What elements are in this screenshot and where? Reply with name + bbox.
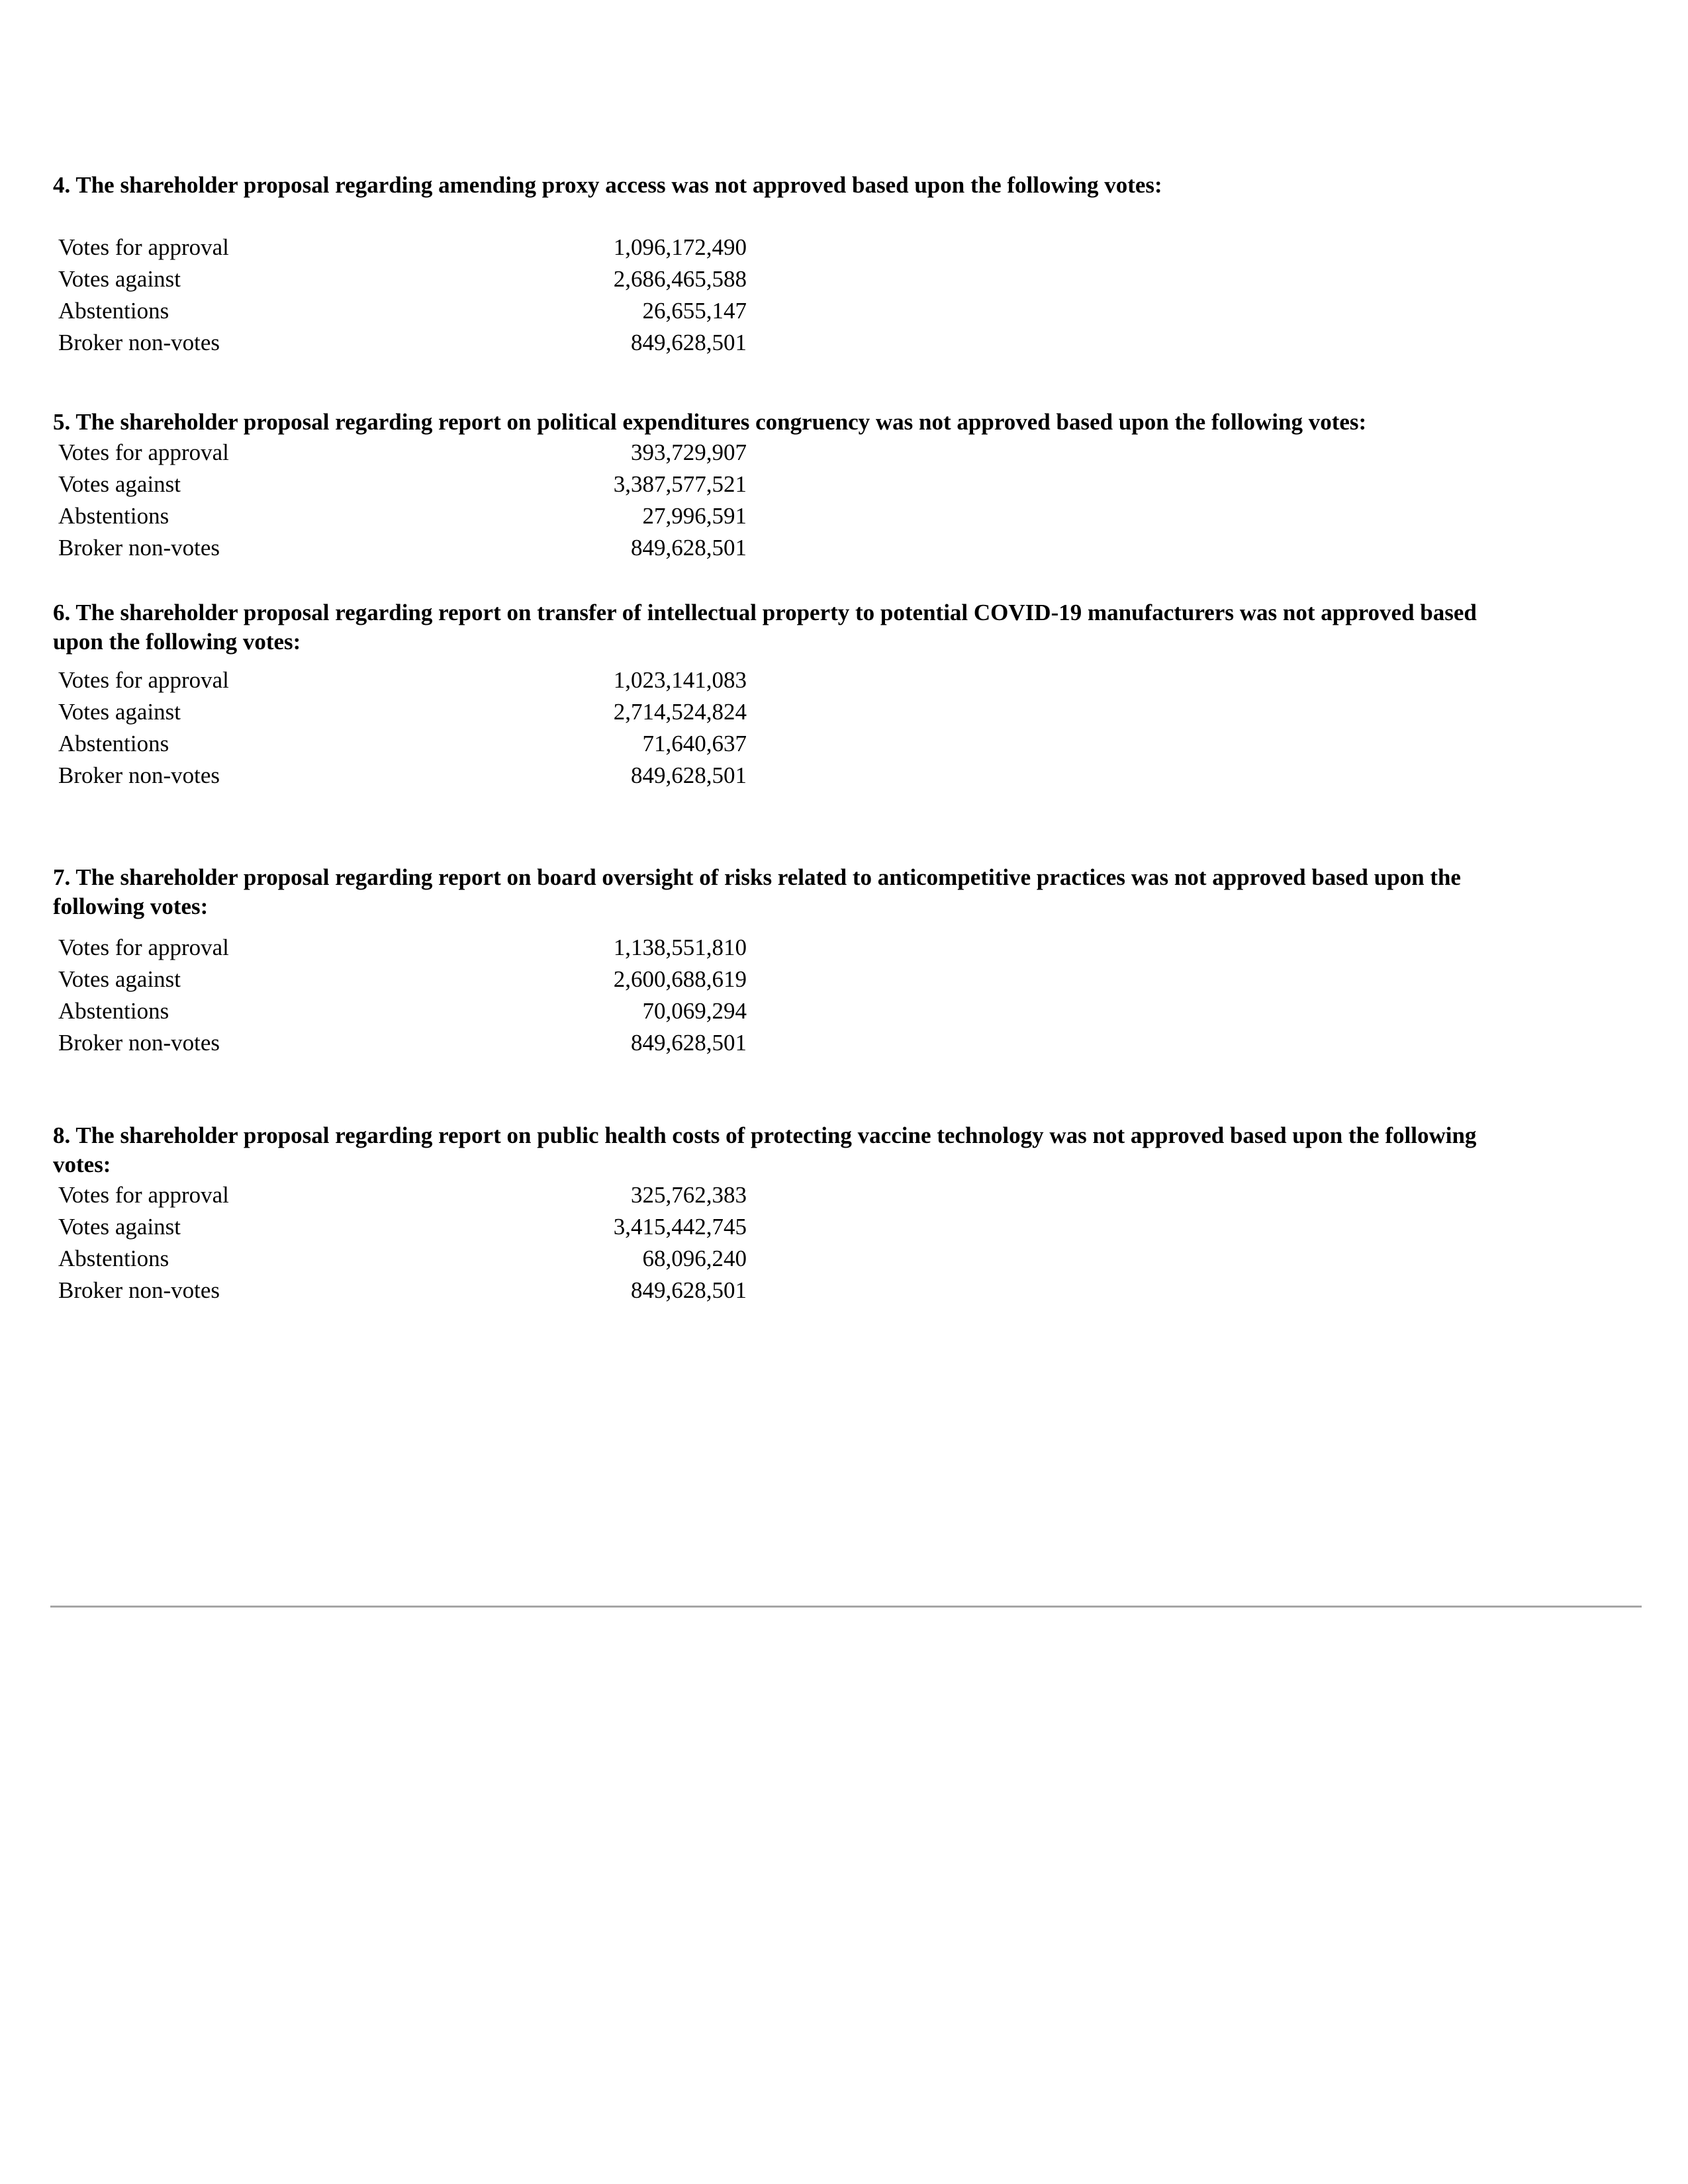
row-label: Broker non-votes xyxy=(58,535,220,561)
table-row xyxy=(58,696,747,728)
row-label: Votes for approval xyxy=(58,1182,229,1208)
proposal-4 xyxy=(53,171,1509,359)
table-row xyxy=(58,263,747,295)
table-row xyxy=(58,664,747,696)
table-row xyxy=(58,1179,747,1211)
row-label: Votes for approval xyxy=(58,439,229,465)
proposal-heading: 6. The shareholder proposal regarding report on transfer of intellectual property to potential COVID-19 manufacturers was not approved based upon the following votes: xyxy=(53,600,1477,655)
table-row xyxy=(58,995,747,1027)
row-label: Abstentions xyxy=(58,503,169,529)
vote-table xyxy=(58,232,747,359)
row-label: Votes against xyxy=(58,699,181,725)
row-label: Votes for approval xyxy=(58,234,229,260)
table-row xyxy=(58,932,747,964)
row-value: 849,628,501 xyxy=(631,1277,747,1303)
proposal-5 xyxy=(53,408,1509,564)
table-row xyxy=(58,1027,747,1059)
vote-table xyxy=(58,1179,747,1306)
proposal-heading: 7. The shareholder proposal regarding report on board oversight of risks related to anticompetitive practices was not approved based upon the following votes: xyxy=(53,864,1461,919)
table-row xyxy=(58,500,747,532)
row-value: 1,023,141,083 xyxy=(613,667,747,693)
proposal-8 xyxy=(53,1121,1509,1306)
table-row xyxy=(58,469,747,500)
row-value: 2,714,524,824 xyxy=(613,699,747,725)
row-label: Broker non-votes xyxy=(58,1030,220,1056)
table-row xyxy=(58,964,747,995)
table-row xyxy=(58,295,747,327)
vote-table xyxy=(58,437,747,564)
proposal-heading: 8. The shareholder proposal regarding report on public health costs of protecting vaccine technology was not approved based upon the following votes: xyxy=(53,1122,1477,1177)
table-row xyxy=(58,437,747,469)
row-value: 3,415,442,745 xyxy=(613,1214,747,1240)
row-value: 849,628,501 xyxy=(631,535,747,561)
row-value: 3,387,577,521 xyxy=(613,471,747,497)
table-row xyxy=(58,232,747,263)
table-row xyxy=(58,728,747,760)
row-label: Abstentions xyxy=(58,1246,169,1271)
proposal-heading: 5. The shareholder proposal regarding report on political expenditures congruency was not approved based upon the following votes: xyxy=(53,409,1367,435)
row-label: Abstentions xyxy=(58,298,169,324)
row-label: Votes against xyxy=(58,966,181,992)
row-label: Broker non-votes xyxy=(58,1277,220,1303)
row-value: 849,628,501 xyxy=(631,330,747,355)
row-value: 1,096,172,490 xyxy=(613,234,747,260)
row-label: Votes for approval xyxy=(58,934,229,960)
proposal-6 xyxy=(53,598,1509,792)
row-value: 70,069,294 xyxy=(642,998,747,1024)
table-row xyxy=(58,1243,747,1275)
row-label: Broker non-votes xyxy=(58,762,220,788)
row-label: Broker non-votes xyxy=(58,330,220,355)
row-value: 71,640,637 xyxy=(642,731,747,756)
table-row xyxy=(58,1275,747,1306)
row-label: Abstentions xyxy=(58,731,169,756)
row-value: 2,600,688,619 xyxy=(613,966,747,992)
row-label: Votes for approval xyxy=(58,667,229,693)
row-value: 27,996,591 xyxy=(642,503,747,529)
proposal-heading: 4. The shareholder proposal regarding amending proxy access was not approved based upon the following votes: xyxy=(53,172,1162,198)
row-value: 849,628,501 xyxy=(631,762,747,788)
row-label: Votes against xyxy=(58,471,181,497)
row-value: 325,762,383 xyxy=(631,1182,747,1208)
row-value: 26,655,147 xyxy=(642,298,747,324)
row-value: 1,138,551,810 xyxy=(613,934,747,960)
table-row xyxy=(58,760,747,792)
row-label: Votes against xyxy=(58,266,181,292)
row-label: Votes against xyxy=(58,1214,181,1240)
vote-table xyxy=(58,664,747,792)
row-value: 2,686,465,588 xyxy=(613,266,747,292)
row-value: 68,096,240 xyxy=(642,1246,747,1271)
proposal-7 xyxy=(53,863,1509,1059)
row-value: 849,628,501 xyxy=(631,1030,747,1056)
row-value: 393,729,907 xyxy=(631,439,747,465)
row-label: Abstentions xyxy=(58,998,169,1024)
table-row xyxy=(58,532,747,564)
table-row xyxy=(58,1211,747,1243)
vote-table xyxy=(58,932,747,1059)
table-row xyxy=(58,327,747,359)
horizontal-rule xyxy=(50,1606,1642,1608)
